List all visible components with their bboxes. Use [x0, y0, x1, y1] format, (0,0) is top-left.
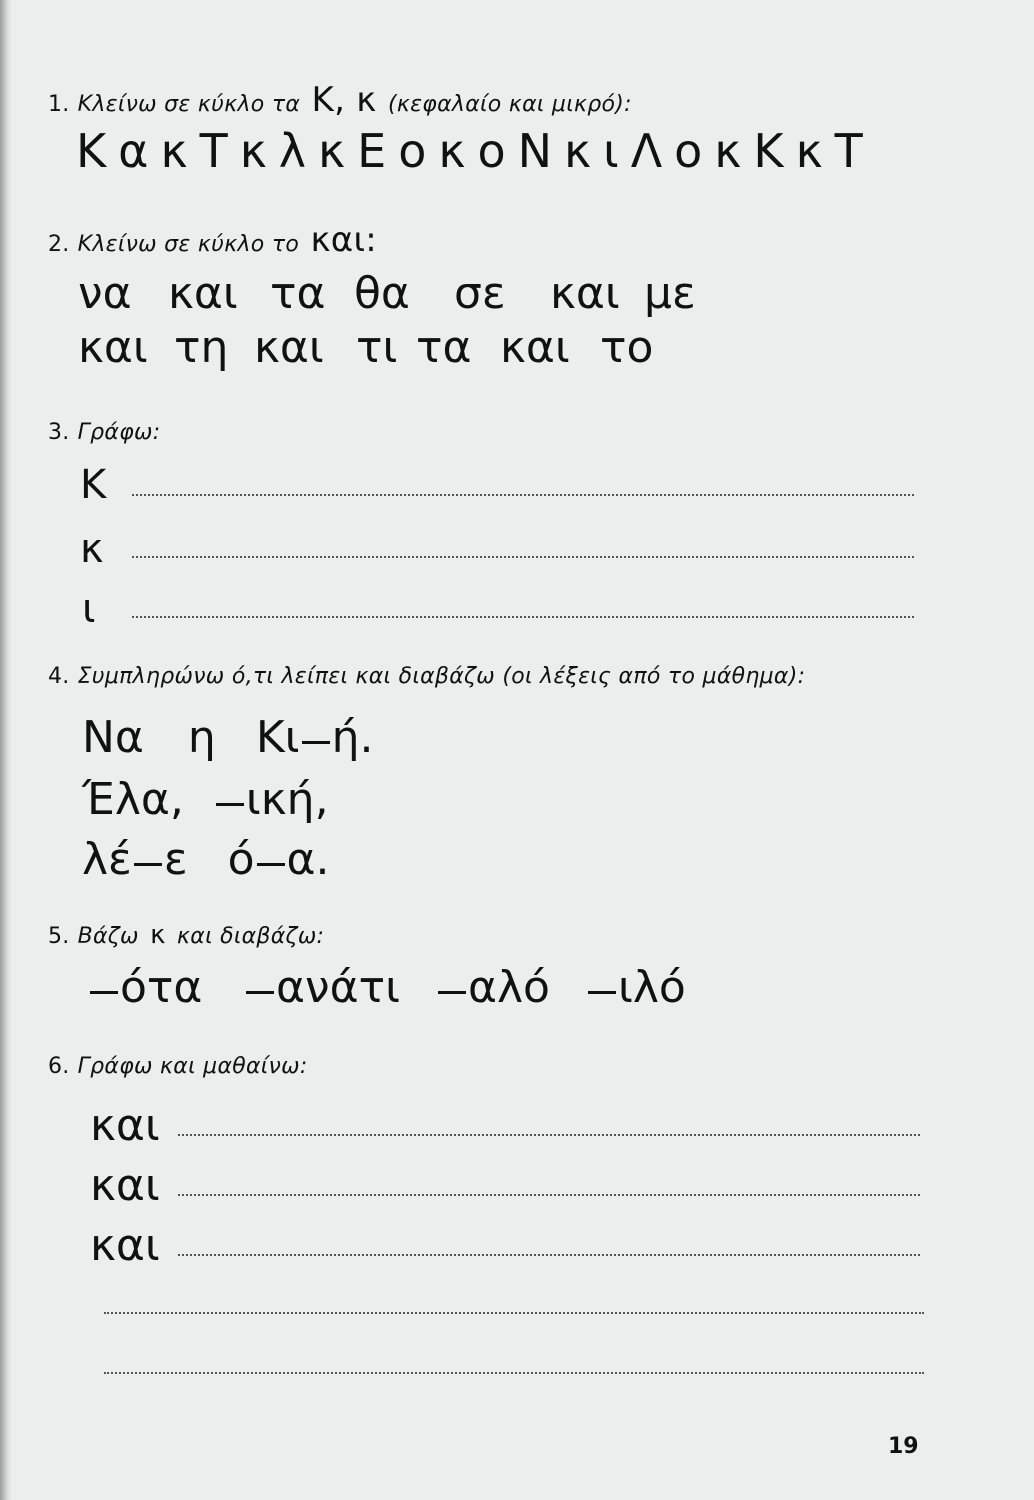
exercise-6-number: 6.: [48, 1054, 70, 1079]
exercise-3-instruction: [48, 420, 160, 445]
exercise-6-word-1: και: [90, 1100, 160, 1151]
exercise-6-word-3: και: [90, 1220, 160, 1271]
exercise-2-row-1: [78, 268, 696, 319]
exercise-2-word: και:: [310, 220, 378, 260]
exercise-1-number: 1.: [48, 92, 70, 117]
writing-line[interactable]: [132, 494, 914, 496]
word: ότα: [120, 962, 203, 1013]
exercise-4-line-3: [82, 834, 330, 885]
exercise-4-number: 4.: [48, 664, 70, 689]
exercise-4-line-1: [82, 712, 373, 763]
word: ε: [163, 834, 188, 885]
fill-blank[interactable]: [216, 803, 244, 806]
word: η: [187, 712, 216, 763]
fill-blank[interactable]: [90, 991, 118, 994]
exercise-3-letter-1: Κ: [80, 462, 107, 508]
exercise-2-instruction: [48, 220, 381, 260]
writing-line[interactable]: [178, 1194, 920, 1196]
exercise-3-letter-2: κ: [80, 526, 104, 572]
exercise-6-word-2: και: [90, 1160, 160, 1211]
word: ανάτι: [276, 962, 400, 1013]
fill-blank[interactable]: [246, 991, 274, 994]
word: τα: [416, 322, 472, 373]
word: σε: [454, 268, 506, 319]
fill-blank[interactable]: [134, 863, 162, 866]
word: τα: [270, 268, 326, 319]
writing-line[interactable]: [132, 556, 914, 558]
word: ή.: [331, 712, 374, 763]
exercise-4-instruction: [48, 664, 805, 689]
exercise-1-text-a: Κλείνω σε κύκλο τα: [77, 92, 301, 117]
word: και: [500, 322, 570, 373]
exercise-5-instruction: [48, 920, 324, 950]
writing-line[interactable]: [178, 1254, 920, 1256]
word: θα: [354, 268, 410, 319]
exercise-5-number: 5.: [48, 924, 70, 949]
exercise-5-text-a: Βάζω: [77, 924, 139, 949]
exercise-3-text: Γράφω:: [77, 420, 161, 445]
fill-blank[interactable]: [438, 991, 466, 994]
word: λέ: [82, 834, 132, 885]
exercise-2-text: Κλείνω σε κύκλο το: [77, 232, 300, 257]
writing-line[interactable]: [104, 1312, 924, 1314]
word: τι: [356, 322, 398, 373]
word: και: [254, 322, 324, 373]
word: Κι: [255, 712, 300, 763]
fill-blank[interactable]: [588, 991, 616, 994]
exercise-4-line-2: [82, 774, 329, 825]
word: α.: [286, 834, 330, 885]
word: τη: [174, 322, 229, 373]
exercise-1-instruction: [48, 80, 632, 120]
exercise-5-text-b: και διαβάζω:: [177, 924, 325, 949]
word: με: [644, 268, 696, 319]
exercise-3-letter-3: ι: [82, 586, 96, 632]
writing-line[interactable]: [104, 1372, 924, 1374]
word: το: [600, 322, 654, 373]
word: ιλό: [618, 962, 686, 1013]
word: ική,: [245, 774, 329, 825]
word: και: [78, 322, 148, 373]
exercise-5-letter: κ: [150, 920, 166, 950]
exercise-3-number: 3.: [48, 420, 70, 445]
page-binding-shadow: [0, 0, 12, 1500]
word: αλό: [468, 962, 550, 1013]
exercise-4-text: Συμπληρώνω ό,τι λείπει και διαβάζω (οι λέξεις από το μάθημα):: [77, 664, 806, 689]
word: Έλα,: [82, 774, 184, 825]
exercise-1-letter-sequence: ΚακΤκλκΕοκοΝκιΛοκΚκΤ: [76, 124, 875, 178]
exercise-1-letters: Κ, κ: [311, 80, 377, 120]
word: ό: [227, 834, 255, 885]
writing-line[interactable]: [178, 1134, 920, 1136]
exercise-1-text-b: (κεφαλαίο και μικρό):: [387, 92, 632, 117]
word: να: [78, 268, 132, 319]
exercise-2-row-2: [78, 322, 653, 373]
exercise-2-number: 2.: [48, 232, 70, 257]
fill-blank[interactable]: [257, 863, 285, 866]
writing-line[interactable]: [132, 616, 914, 618]
word: και: [168, 268, 238, 319]
exercise-6-instruction: [48, 1054, 308, 1079]
page-number: 19: [888, 1434, 919, 1459]
fill-blank[interactable]: [302, 741, 330, 744]
word: και: [550, 268, 620, 319]
exercise-5-words: [88, 962, 686, 1013]
word: Να: [82, 712, 144, 763]
exercise-6-text: Γράφω και μαθαίνω:: [77, 1054, 308, 1079]
